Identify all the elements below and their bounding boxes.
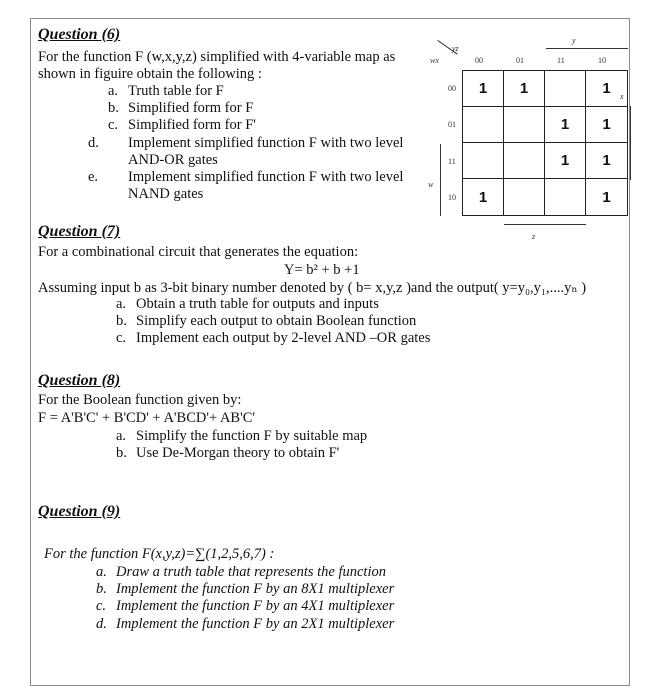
kmap-cell (545, 179, 586, 215)
kmap-cell (463, 107, 504, 143)
kmap-cell (504, 143, 545, 179)
list-item: a. Simplify the function F by suitable map (116, 428, 368, 444)
kmap-row-header: 11 (448, 157, 456, 166)
question-7-equation: Y= b² + b +1 (284, 262, 360, 278)
list-item: a. Truth table for F (108, 83, 224, 99)
list-item: c. Simplified form for F' (108, 117, 256, 134)
list-item: b. Use De-Morgan theory to obtain F' (116, 445, 340, 462)
list-item: c. Implement the function F by an 4X1 multiplexer (96, 598, 395, 615)
list-item: d. Implement the function F by an 2X1 multiplexer (96, 615, 395, 632)
kmap-cell: 1 (586, 143, 627, 179)
kmap-x-bracket (630, 106, 631, 180)
question-7-assumption: Assuming input b as 3-bit binary number denoted by ( b= x,y,z )and the output( y=y₀,y₁,....yₙ ) (38, 280, 587, 296)
question-9-title: Question (9) (38, 503, 121, 520)
question-8-equation: F = A'B'C' + B'CD' + A'BCD'+ AB'C' (38, 410, 255, 426)
kmap-cell (545, 71, 586, 107)
kmap-y-bracket (546, 48, 628, 49)
kmap-row-header: 00 (448, 84, 456, 93)
question-7-list (116, 296, 430, 348)
kmap-cell (463, 143, 504, 179)
question-7-intro: For a combinational circuit that generates the equation: (38, 244, 359, 260)
kmap-corner-top: yz (452, 44, 459, 53)
kmap-cell: 1 (463, 179, 504, 215)
kmap-cell: 1 (545, 143, 586, 179)
list-item: c. Implement each output by 2-level AND –OR gates (116, 330, 431, 347)
kmap-w-bracket (440, 144, 441, 216)
kmap-var-z: z (532, 232, 536, 241)
list-item: d. Implement simplified function F with two level AND-OR gates (88, 134, 404, 168)
question-6-title: Question (6) (38, 26, 121, 43)
kmap-var-x: x (620, 92, 624, 101)
question-8-title: Question (8) (38, 372, 121, 389)
question-6-intro-line1: For the function F (w,x,y,z) simplified with 4-variable map as (38, 49, 396, 65)
kmap-cell: 1 (504, 71, 545, 107)
question-6-intro-line2: shown in figuire obtain the following : (38, 66, 262, 82)
kmap-cell (504, 107, 545, 143)
kmap-col-header: 01 (516, 56, 524, 65)
kmap-col-header: 11 (557, 56, 565, 65)
question-9-list (96, 564, 394, 633)
kmap-cell: 1 (463, 71, 504, 107)
kmap-var-y: y (572, 36, 576, 45)
list-item: e. Implement simplified function F with two level NAND gates (88, 169, 404, 203)
question-8-list (116, 428, 367, 462)
kmap-z-bracket (504, 224, 586, 225)
kmap-cell: 1 (602, 188, 611, 206)
kmap-cell: 1 (545, 107, 586, 143)
question-6-list (88, 83, 428, 203)
list-item: a. Draw a truth table that represents the function (96, 564, 386, 580)
kmap-row-header: 01 (448, 120, 456, 129)
kmap-cell: 1 (586, 71, 627, 107)
kmap-col-header: 00 (475, 56, 483, 65)
karnaugh-map (462, 70, 628, 216)
kmap-cell: 1 (586, 107, 627, 143)
kmap-var-w: w (428, 180, 434, 189)
kmap-col-header: 10 (598, 56, 606, 65)
list-item: a. Obtain a truth table for outputs and inputs (116, 296, 379, 312)
question-7-title: Question (7) (38, 223, 121, 240)
list-item: b. Implement the function F by an 8X1 multiplexer (96, 581, 395, 598)
question-8-intro: For the Boolean function given by: (38, 392, 242, 408)
list-item: b. Simplify each output to obtain Boolean function (116, 313, 417, 330)
question-9-intro: For the function F(x,y,z)=∑(1,2,5,6,7) : (44, 546, 275, 562)
kmap-cell (504, 179, 545, 215)
kmap-corner-left: wx (430, 56, 439, 65)
list-item: b. Simplified form for F (108, 100, 254, 117)
kmap-row-header: 10 (448, 193, 456, 202)
